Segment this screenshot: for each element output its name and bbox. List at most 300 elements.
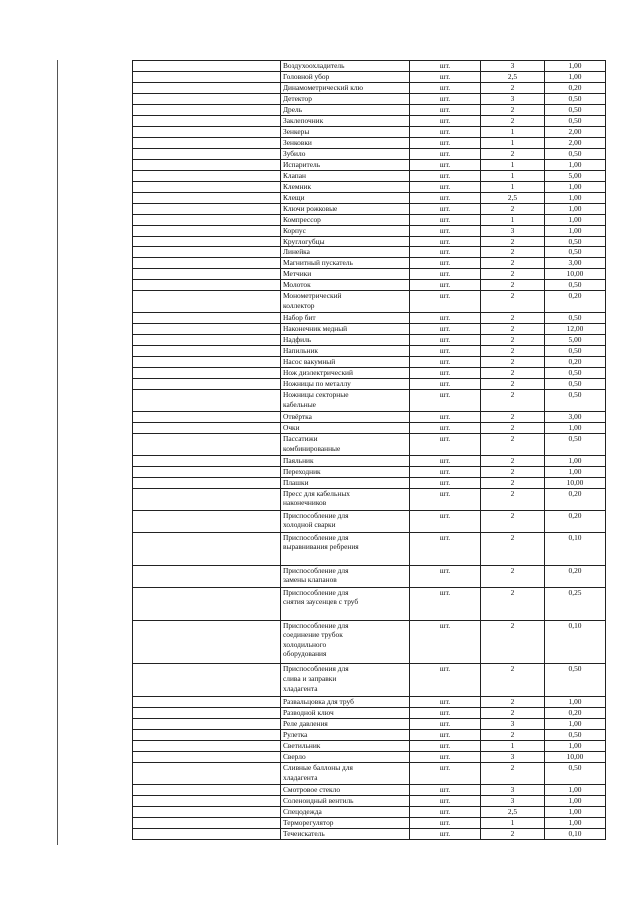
quantity-cell <box>481 423 545 434</box>
value-text: 12,00 <box>566 324 584 334</box>
row-blank-cell <box>133 148 281 159</box>
quantity-text: 1 <box>510 214 515 224</box>
unit-text: шт. <box>439 796 451 806</box>
unit-text: шт. <box>439 785 451 795</box>
quantity-text: 3 <box>510 719 515 729</box>
unit-cell <box>410 565 481 587</box>
item-name-cell <box>281 466 410 477</box>
table-row <box>133 510 606 532</box>
table-row <box>133 313 606 324</box>
value-cell <box>545 225 606 236</box>
quantity-cell <box>481 115 545 126</box>
quantity-cell <box>481 807 545 818</box>
quantity-text: 2 <box>510 115 515 125</box>
item-name-text: Насос вакумный <box>283 357 336 367</box>
unit-text: шт. <box>439 455 451 465</box>
row-blank-cell <box>133 488 281 510</box>
value-cell <box>545 423 606 434</box>
unit-text: шт. <box>439 423 451 432</box>
value-cell <box>545 104 606 115</box>
row-blank-cell <box>133 159 281 170</box>
item-name-text: Терморегулятор <box>283 818 334 828</box>
row-blank-cell <box>133 620 281 664</box>
item-name-cell <box>281 796 410 807</box>
value-cell <box>545 455 606 466</box>
value-text: 0,25 <box>568 587 582 597</box>
table-row <box>133 126 606 137</box>
item-name-cell <box>281 324 410 335</box>
table-row <box>133 532 606 565</box>
unit-cell <box>410 247 481 258</box>
quantity-cell <box>481 763 545 785</box>
quantity-cell <box>481 752 545 763</box>
value-cell <box>545 763 606 785</box>
quantity-cell <box>481 159 545 170</box>
unit-cell <box>410 335 481 346</box>
unit-text: шт. <box>439 225 451 235</box>
row-blank-cell <box>133 236 281 247</box>
unit-text: шт. <box>439 477 451 487</box>
quantity-cell <box>481 818 545 829</box>
unit-cell <box>410 587 481 620</box>
value-text: 0,50 <box>568 236 582 246</box>
row-blank-cell <box>133 280 281 291</box>
unit-text: шт. <box>439 433 451 443</box>
table-row <box>133 719 606 730</box>
quantity-text: 2 <box>510 708 515 718</box>
quantity-text: 1 <box>510 159 515 169</box>
unit-cell <box>410 181 481 192</box>
quantity-cell <box>481 785 545 796</box>
unit-text: шт. <box>439 719 451 729</box>
table-row <box>133 137 606 148</box>
quantity-text: 2 <box>510 477 515 487</box>
table-row <box>133 104 606 115</box>
table-row <box>133 466 606 477</box>
unit-text: шт. <box>439 466 451 476</box>
quantity-text: 3 <box>510 225 515 235</box>
unit-cell <box>410 71 481 82</box>
row-blank-cell <box>133 104 281 115</box>
unit-text: шт. <box>439 170 451 180</box>
quantity-cell <box>481 126 545 137</box>
table-row <box>133 829 606 840</box>
row-blank-cell <box>133 368 281 379</box>
value-cell <box>545 346 606 357</box>
unit-text: шт. <box>439 730 451 740</box>
unit-text: шт. <box>439 708 451 718</box>
value-text: 10,00 <box>566 477 584 487</box>
quantity-cell <box>481 181 545 192</box>
unit-text: шт. <box>439 280 451 290</box>
item-name-text: Молоток <box>283 280 311 290</box>
item-name-cell <box>281 148 410 159</box>
item-name-cell <box>281 708 410 719</box>
value-cell <box>545 818 606 829</box>
value-text: 1,00 <box>568 455 582 465</box>
row-blank-cell <box>133 807 281 818</box>
unit-text: шт. <box>439 752 451 762</box>
unit-text: шт. <box>439 159 451 169</box>
item-name-text: Компрессор <box>283 214 321 224</box>
item-name-text: Реле давления <box>283 719 328 729</box>
inventory-table-body <box>133 61 606 840</box>
value-text: 1,00 <box>568 192 582 202</box>
row-blank-cell <box>133 313 281 324</box>
unit-cell <box>410 719 481 730</box>
item-name-text: Светильник <box>283 741 321 751</box>
value-cell <box>545 730 606 741</box>
item-name-cell <box>281 763 410 785</box>
value-cell <box>545 291 606 313</box>
quantity-text: 1 <box>510 818 515 828</box>
quantity-text: 2 <box>510 236 515 246</box>
quantity-text: 3 <box>510 752 515 762</box>
item-name-text: Зубило <box>283 148 306 158</box>
item-name-cell <box>281 664 410 697</box>
row-blank-cell <box>133 818 281 829</box>
row-blank-cell <box>133 466 281 477</box>
row-blank-cell <box>133 291 281 313</box>
quantity-text: 2 <box>510 368 515 378</box>
quantity-text: 2 <box>510 324 515 334</box>
table-row <box>133 664 606 697</box>
quantity-cell <box>481 82 545 93</box>
value-cell <box>545 807 606 818</box>
item-name-text: Заклепочник <box>283 115 324 125</box>
table-row <box>133 455 606 466</box>
item-name-cell <box>281 620 410 664</box>
quantity-cell <box>481 390 545 412</box>
value-text: 0,50 <box>568 104 582 114</box>
unit-text: шт. <box>439 664 451 674</box>
quantity-text: 2 <box>510 433 515 443</box>
item-name-cell <box>281 236 410 247</box>
item-name-text: Приспособление для снятия заусенцев с труб <box>283 587 359 607</box>
quantity-text: 2 <box>510 532 515 542</box>
value-text: 0,50 <box>568 313 582 323</box>
unit-cell <box>410 214 481 225</box>
value-cell <box>545 126 606 137</box>
quantity-text: 2,5 <box>507 192 518 202</box>
unit-cell <box>410 807 481 818</box>
quantity-text: 3 <box>510 796 515 806</box>
quantity-text: 1 <box>510 741 515 751</box>
quantity-text: 2 <box>510 412 515 422</box>
table-row <box>133 82 606 93</box>
table-row <box>133 423 606 434</box>
unit-text: шт. <box>439 763 451 773</box>
value-cell <box>545 390 606 412</box>
table-row <box>133 741 606 752</box>
value-cell <box>545 247 606 258</box>
unit-cell <box>410 357 481 368</box>
quantity-cell <box>481 93 545 104</box>
item-name-cell <box>281 203 410 214</box>
table-row <box>133 324 606 335</box>
row-blank-cell <box>133 181 281 192</box>
value-cell <box>545 477 606 488</box>
table-row <box>133 620 606 664</box>
quantity-cell <box>481 510 545 532</box>
unit-text: шт. <box>439 488 451 498</box>
item-name-cell <box>281 126 410 137</box>
unit-cell <box>410 280 481 291</box>
quantity-cell <box>481 730 545 741</box>
table-row <box>133 390 606 412</box>
unit-cell <box>410 61 481 72</box>
quantity-text: 2 <box>510 423 515 432</box>
item-name-text: Развальцовка для труб <box>283 697 354 707</box>
unit-text: шт. <box>439 203 451 213</box>
item-name-text: Переходник <box>283 466 321 476</box>
value-cell <box>545 335 606 346</box>
value-cell <box>545 587 606 620</box>
row-blank-cell <box>133 357 281 368</box>
item-name-text: Головной убор <box>283 71 330 81</box>
unit-text: шт. <box>439 818 451 828</box>
item-name-cell <box>281 379 410 390</box>
quantity-text: 2 <box>510 269 515 279</box>
item-name-text: Ключи рожковые <box>283 203 338 213</box>
value-text: 0,10 <box>568 829 582 839</box>
unit-text: шт. <box>439 829 451 839</box>
item-name-text: Детектор <box>283 93 312 103</box>
value-cell <box>545 280 606 291</box>
item-name-text: Течеискатель <box>283 829 325 839</box>
unit-text: шт. <box>439 587 451 597</box>
unit-cell <box>410 159 481 170</box>
quantity-cell <box>481 324 545 335</box>
item-name-text: Набор бит <box>283 313 316 323</box>
unit-text: шт. <box>439 137 451 147</box>
value-text: 0,20 <box>568 357 582 367</box>
value-text: 0,50 <box>568 368 582 378</box>
value-cell <box>545 488 606 510</box>
value-cell <box>545 170 606 181</box>
item-name-text: Круглогубцы <box>283 236 325 246</box>
quantity-cell <box>481 291 545 313</box>
unit-cell <box>410 477 481 488</box>
item-name-text: Метчики <box>283 269 312 279</box>
quantity-text: 2 <box>510 488 515 498</box>
item-name-cell <box>281 82 410 93</box>
item-name-text: Разводной ключ <box>283 708 334 718</box>
item-name-cell <box>281 587 410 620</box>
quantity-cell <box>481 313 545 324</box>
unit-cell <box>410 697 481 708</box>
unit-cell <box>410 269 481 280</box>
item-name-text: Клещи <box>283 192 305 202</box>
quantity-cell <box>481 137 545 148</box>
item-name-text: Дрель <box>283 104 303 114</box>
value-text: 1,00 <box>568 807 582 817</box>
value-text: 1,00 <box>568 785 582 795</box>
item-name-text: Очки <box>283 423 300 432</box>
item-name-cell <box>281 269 410 280</box>
row-blank-cell <box>133 565 281 587</box>
quantity-text: 2 <box>510 664 515 674</box>
unit-text: шт. <box>439 291 451 301</box>
row-blank-cell <box>133 829 281 840</box>
value-text: 1,00 <box>568 225 582 235</box>
item-name-cell <box>281 368 410 379</box>
quantity-cell <box>481 225 545 236</box>
item-name-text: Монометрический коллектор <box>283 291 342 310</box>
value-cell <box>545 148 606 159</box>
unit-cell <box>410 763 481 785</box>
unit-text: шт. <box>439 697 451 707</box>
unit-text: шт. <box>439 532 451 542</box>
quantity-text: 1 <box>510 170 515 180</box>
quantity-cell <box>481 71 545 82</box>
row-blank-cell <box>133 214 281 225</box>
unit-text: шт. <box>439 346 451 356</box>
row-blank-cell <box>133 335 281 346</box>
unit-cell <box>410 796 481 807</box>
quantity-text: 2 <box>510 335 515 345</box>
row-blank-cell <box>133 719 281 730</box>
unit-cell <box>410 620 481 664</box>
unit-cell <box>410 379 481 390</box>
unit-cell <box>410 818 481 829</box>
value-cell <box>545 466 606 477</box>
quantity-cell <box>481 379 545 390</box>
item-name-cell <box>281 258 410 269</box>
value-text: 0,50 <box>568 148 582 158</box>
quantity-cell <box>481 664 545 697</box>
unit-text: шт. <box>439 214 451 224</box>
unit-text: шт. <box>439 192 451 202</box>
unit-cell <box>410 532 481 565</box>
quantity-text: 2 <box>510 620 515 630</box>
item-name-cell <box>281 115 410 126</box>
quantity-cell <box>481 708 545 719</box>
quantity-text: 2 <box>510 247 515 257</box>
quantity-cell <box>481 258 545 269</box>
row-blank-cell <box>133 412 281 423</box>
unit-text: шт. <box>439 71 451 81</box>
value-cell <box>545 93 606 104</box>
value-cell <box>545 313 606 324</box>
item-name-cell <box>281 61 410 72</box>
quantity-cell <box>481 620 545 664</box>
quantity-text: 1 <box>510 137 515 147</box>
unit-text: шт. <box>439 379 451 389</box>
unit-text: шт. <box>439 412 451 422</box>
table-row <box>133 61 606 72</box>
quantity-cell <box>481 192 545 203</box>
quantity-text: 3 <box>510 61 515 70</box>
unit-cell <box>410 291 481 313</box>
unit-text: шт. <box>439 620 451 630</box>
value-text: 0,10 <box>568 532 582 542</box>
value-cell <box>545 115 606 126</box>
item-name-text: Приспособление для соединение трубок холодильного оборудования <box>283 620 349 659</box>
value-cell <box>545 236 606 247</box>
unit-cell <box>410 203 481 214</box>
quantity-cell <box>481 829 545 840</box>
item-name-text: Воздухоохладитель <box>283 61 345 70</box>
quantity-cell <box>481 236 545 247</box>
row-blank-cell <box>133 587 281 620</box>
table-row <box>133 71 606 82</box>
unit-text: шт. <box>439 126 451 136</box>
quantity-text: 2,5 <box>507 71 518 81</box>
table-row <box>133 357 606 368</box>
quantity-cell <box>481 335 545 346</box>
unit-text: шт. <box>439 258 451 268</box>
quantity-cell <box>481 346 545 357</box>
item-name-text: Линейка <box>283 247 310 257</box>
item-name-text: Сверло <box>283 752 306 762</box>
unit-cell <box>410 82 481 93</box>
row-blank-cell <box>133 510 281 532</box>
item-name-cell <box>281 170 410 181</box>
row-blank-cell <box>133 752 281 763</box>
quantity-text: 2 <box>510 313 515 323</box>
item-name-text: Приспособления для слива и заправки хладагента <box>283 664 349 693</box>
unit-text: шт. <box>439 104 451 114</box>
item-name-text: Зенковки <box>283 137 312 147</box>
quantity-cell <box>481 532 545 565</box>
row-blank-cell <box>133 115 281 126</box>
value-text: 1,00 <box>568 71 582 81</box>
value-text: 0,50 <box>568 433 582 443</box>
inventory-table <box>132 60 606 840</box>
unit-cell <box>410 423 481 434</box>
unit-cell <box>410 390 481 412</box>
value-cell <box>545 785 606 796</box>
table-row <box>133 379 606 390</box>
value-cell <box>545 159 606 170</box>
value-cell <box>545 697 606 708</box>
unit-text: шт. <box>439 368 451 378</box>
quantity-text: 2 <box>510 104 515 114</box>
item-name-cell <box>281 313 410 324</box>
value-cell <box>545 664 606 697</box>
value-text: 0,50 <box>568 763 582 773</box>
item-name-text: Спецодежда <box>283 807 322 817</box>
unit-cell <box>410 313 481 324</box>
value-text: 0,20 <box>568 708 582 718</box>
value-text: 0,50 <box>568 115 582 125</box>
unit-text: шт. <box>439 510 451 520</box>
value-text: 0,50 <box>568 280 582 290</box>
table-row <box>133 697 606 708</box>
item-name-cell <box>281 730 410 741</box>
item-name-text: Магнитный пускатель <box>283 258 353 268</box>
item-name-text: Сливные баллоны для хладагента <box>283 763 353 782</box>
item-name-text: Ножницы секторные кабельные <box>283 390 349 409</box>
item-name-cell <box>281 390 410 412</box>
item-name-text: Ножницы по металлу <box>283 379 351 389</box>
row-blank-cell <box>133 477 281 488</box>
item-name-cell <box>281 159 410 170</box>
unit-cell <box>410 324 481 335</box>
value-text: 0,50 <box>568 93 582 103</box>
item-name-text: Зенкеры <box>283 126 310 136</box>
table-row <box>133 269 606 280</box>
table-row <box>133 708 606 719</box>
value-text: 1,00 <box>568 818 582 828</box>
unit-cell <box>410 346 481 357</box>
item-name-cell <box>281 829 410 840</box>
quantity-text: 2 <box>510 379 515 389</box>
item-name-cell <box>281 291 410 313</box>
value-cell <box>545 829 606 840</box>
left-margin-rule <box>57 60 58 845</box>
